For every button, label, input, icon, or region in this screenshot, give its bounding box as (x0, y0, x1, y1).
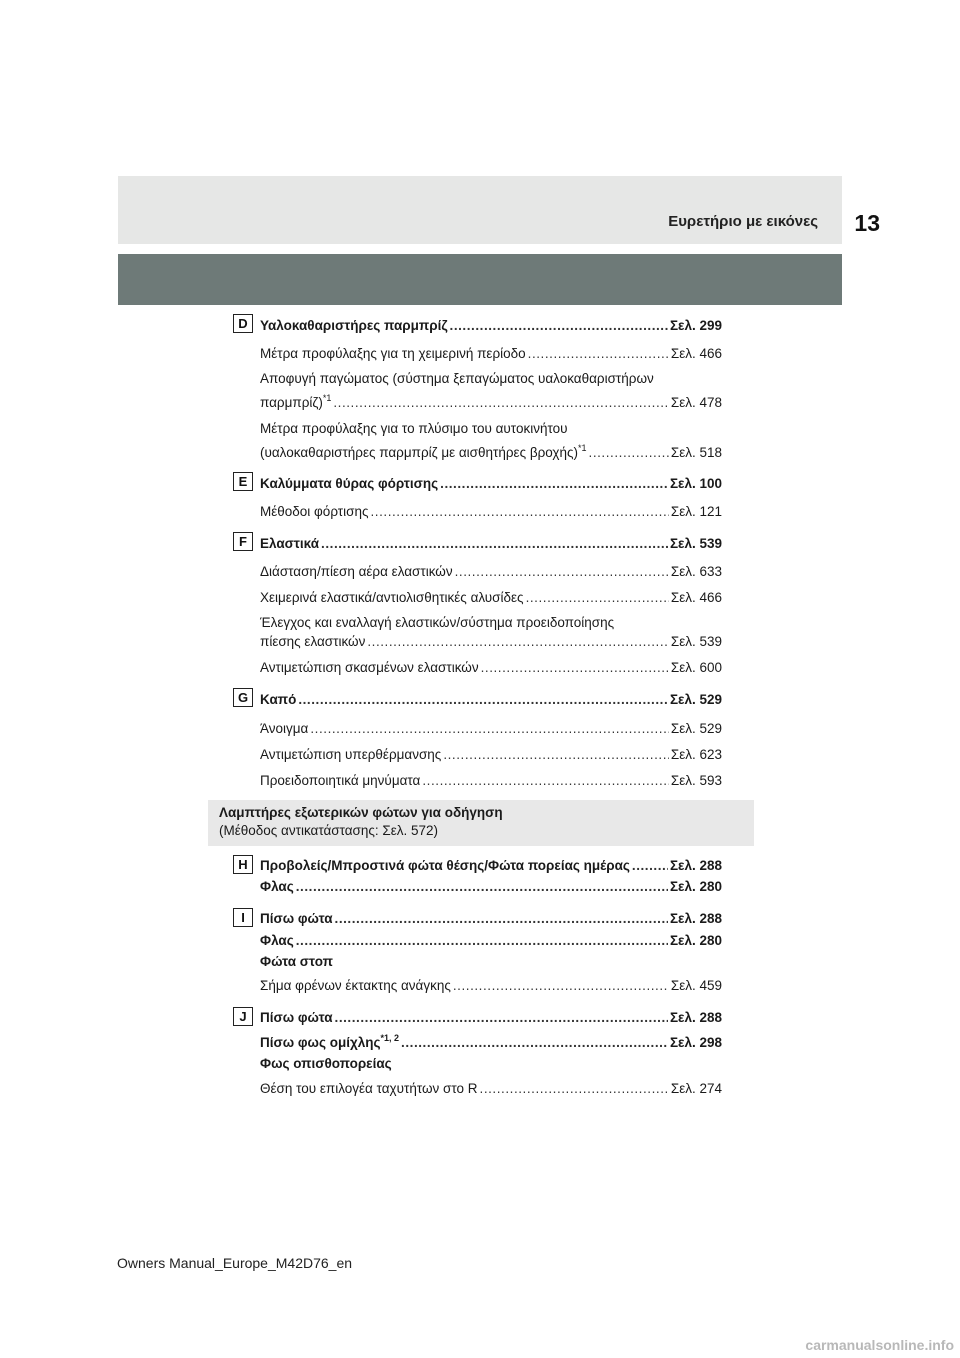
entry-heading: Φώτα στοπ (260, 954, 333, 969)
entry-heading: Φως οπισθοπορείας (260, 1056, 392, 1071)
entry-page[interactable]: Σελ. 593 (670, 773, 722, 788)
header-band (118, 176, 842, 244)
leader-dots (455, 563, 669, 581)
index-entry[interactable] (260, 444, 722, 462)
entry-text: Σήμα φρένων έκτακτης ανάγκης (260, 978, 451, 993)
leader-dots (632, 857, 668, 875)
index-entry[interactable] (260, 772, 722, 790)
entry-page[interactable]: Σελ. 478 (670, 395, 722, 410)
entry-page[interactable]: Σελ. 288 (669, 1010, 722, 1025)
entry-text: Ελαστικά (260, 536, 320, 551)
index-entry[interactable] (260, 633, 722, 651)
entry-text: Διάσταση/πίεση αέρα ελαστικών (260, 564, 453, 579)
entry-text: Μέτρα προφύλαξης για τη χειμερινή περίοδο (260, 346, 526, 361)
leader-dots (296, 878, 668, 896)
entry-page[interactable]: Σελ. 518 (670, 445, 722, 460)
index-entry-rear-lights-2[interactable] (260, 1009, 722, 1027)
leader-dots (422, 772, 669, 790)
section-label-d: D (233, 314, 253, 333)
entry-page[interactable]: Σελ. 459 (670, 978, 722, 993)
entry-page[interactable]: Σελ. 539 (670, 634, 722, 649)
entry-page[interactable]: Σελ. 529 (669, 692, 722, 707)
leader-dots (450, 317, 668, 335)
index-entry[interactable] (260, 589, 722, 607)
leader-dots (310, 720, 669, 738)
leader-dots (589, 444, 669, 462)
index-entry-tires[interactable] (260, 535, 722, 553)
section-label-g: G (233, 688, 253, 707)
index-entry[interactable] (260, 878, 722, 896)
index-entry-headlights[interactable] (260, 857, 722, 875)
leader-dots (333, 394, 669, 412)
entry-page[interactable]: Σελ. 633 (670, 564, 722, 579)
entry-text: Πίσω φώτα (260, 911, 333, 926)
entry-text: Υαλοκαθαριστήρες παρμπρίζ (260, 318, 448, 333)
leader-dots (440, 475, 668, 493)
index-entry[interactable] (260, 503, 722, 521)
index-entry-fog-light[interactable] (260, 1034, 722, 1052)
entry-text: Προειδοποιητικά μηνύματα (260, 773, 421, 788)
entry-text: πίεσης ελαστικών (260, 634, 366, 649)
entry-text: Προβολείς/Μπροστινά φώτα θέσης/Φώτα πορείας ημέρας (260, 858, 630, 873)
entry-text-line: Έλεγχος και εναλλαγή ελαστικών/σύστημα προειδοποίησης (260, 615, 615, 630)
leader-dots (526, 589, 669, 607)
entry-page[interactable]: Σελ. 280 (669, 879, 722, 894)
page-header-title: Ευρετήριο με εικόνες (668, 213, 818, 230)
watermark: carmanualsonline.info (805, 1337, 954, 1353)
entry-text: Μέθοδοι φόρτισης (260, 504, 369, 519)
entry-text: Καπό (260, 692, 297, 707)
leader-dots (370, 503, 668, 521)
entry-page[interactable]: Σελ. 100 (669, 476, 722, 491)
footnote-mark: *1 (578, 444, 587, 453)
entry-text: Αντιμετώπιση σκασμένων ελαστικών (260, 660, 479, 675)
entry-page[interactable]: Σελ. 121 (670, 504, 722, 519)
section-label-i: I (233, 908, 253, 927)
leader-dots (481, 659, 669, 677)
entry-text-line: Μέτρα προφύλαξης για το πλύσιμο του αυτοκινήτου (260, 421, 568, 436)
footnote-mark: *1 (322, 394, 332, 403)
entry-page[interactable]: Σελ. 288 (669, 858, 722, 873)
entry-page[interactable]: Σελ. 299 (669, 318, 722, 333)
section-label-f: F (233, 532, 253, 551)
entry-text: Καλύμματα θύρας φόρτισης (260, 476, 439, 491)
section-label-j: J (233, 1007, 253, 1026)
index-entry-wipers[interactable] (260, 317, 722, 335)
leader-dots (401, 1034, 668, 1052)
leader-dots (453, 977, 669, 995)
entry-text-line: Αποφυγή παγώματος (σύστημα ξεπαγώματος υαλοκαθαριστήρων (260, 371, 654, 386)
entry-text: (υαλοκαθαριστήρες παρμπρίζ με αισθητήρες βροχής)$^{*1}$ (260, 444, 587, 460)
entry-text: Πίσω φώτα (260, 1010, 333, 1025)
entry-text: παρμπρίζ)$^{*1}$ (260, 394, 332, 410)
entry-text: Πίσω φως ομίχλης$^{*1, 2}$ (260, 1034, 400, 1050)
entry-text: Θέση του επιλογέα ταχυτήτων στο R (260, 1081, 478, 1096)
index-entry[interactable] (260, 932, 722, 950)
index-entry[interactable] (260, 345, 722, 363)
section-label-e: E (233, 472, 253, 491)
entry-page[interactable]: Σελ. 280 (669, 933, 722, 948)
info-box-subtitle: (Μέθοδος αντικατάστασης: Σελ. 572) (219, 823, 439, 838)
index-entry-charging-door[interactable] (260, 475, 722, 493)
footer-doc-id: Owners Manual_Europe_M42D76_en (117, 1255, 353, 1271)
index-entry[interactable] (260, 659, 722, 677)
index-entry[interactable] (260, 394, 722, 412)
entry-page[interactable]: Σελ. 623 (670, 747, 722, 762)
entry-page[interactable]: Σελ. 274 (670, 1081, 722, 1096)
index-entry[interactable] (260, 977, 722, 995)
leader-dots (335, 1009, 668, 1027)
entry-page[interactable]: Σελ. 466 (670, 590, 722, 605)
section-label-h: H (233, 855, 253, 874)
info-box-title: Λαμπτήρες εξωτερικών φώτων για οδήγηση (219, 805, 503, 820)
leader-dots (335, 910, 668, 928)
index-entry[interactable] (260, 720, 722, 738)
entry-page[interactable]: Σελ. 288 (669, 911, 722, 926)
leader-dots (443, 746, 669, 764)
image-band (118, 254, 842, 305)
page-number: 13 (854, 210, 880, 236)
entry-page[interactable]: Σελ. 529 (670, 721, 722, 736)
entry-page[interactable]: Σελ. 600 (670, 660, 722, 675)
entry-page[interactable]: Σελ. 466 (670, 346, 722, 361)
leader-dots (480, 1080, 669, 1098)
index-entry[interactable] (260, 1080, 722, 1098)
entry-text: Αντιμετώπιση υπερθέρμανσης (260, 747, 442, 762)
entry-page[interactable]: Σελ. 298 (669, 1035, 722, 1050)
entry-page[interactable]: Σελ. 539 (669, 536, 722, 551)
index-entry-rear-lights[interactable] (260, 910, 722, 928)
leader-dots (296, 932, 668, 950)
leader-dots (528, 345, 669, 363)
index-entry[interactable] (260, 746, 722, 764)
entry-text: Φλας (260, 933, 294, 948)
entry-text: Άνοιγμα (260, 721, 309, 736)
leader-dots (321, 535, 668, 553)
entry-text: Φλας (260, 879, 294, 894)
index-entry-hood[interactable] (260, 691, 722, 709)
footnote-mark: *1, 2 (380, 1034, 400, 1043)
entry-text: Χειμερινά ελαστικά/αντιολισθητικές αλυσίδες (260, 590, 524, 605)
leader-dots (367, 633, 669, 651)
index-entry[interactable] (260, 563, 722, 581)
leader-dots (298, 691, 668, 709)
